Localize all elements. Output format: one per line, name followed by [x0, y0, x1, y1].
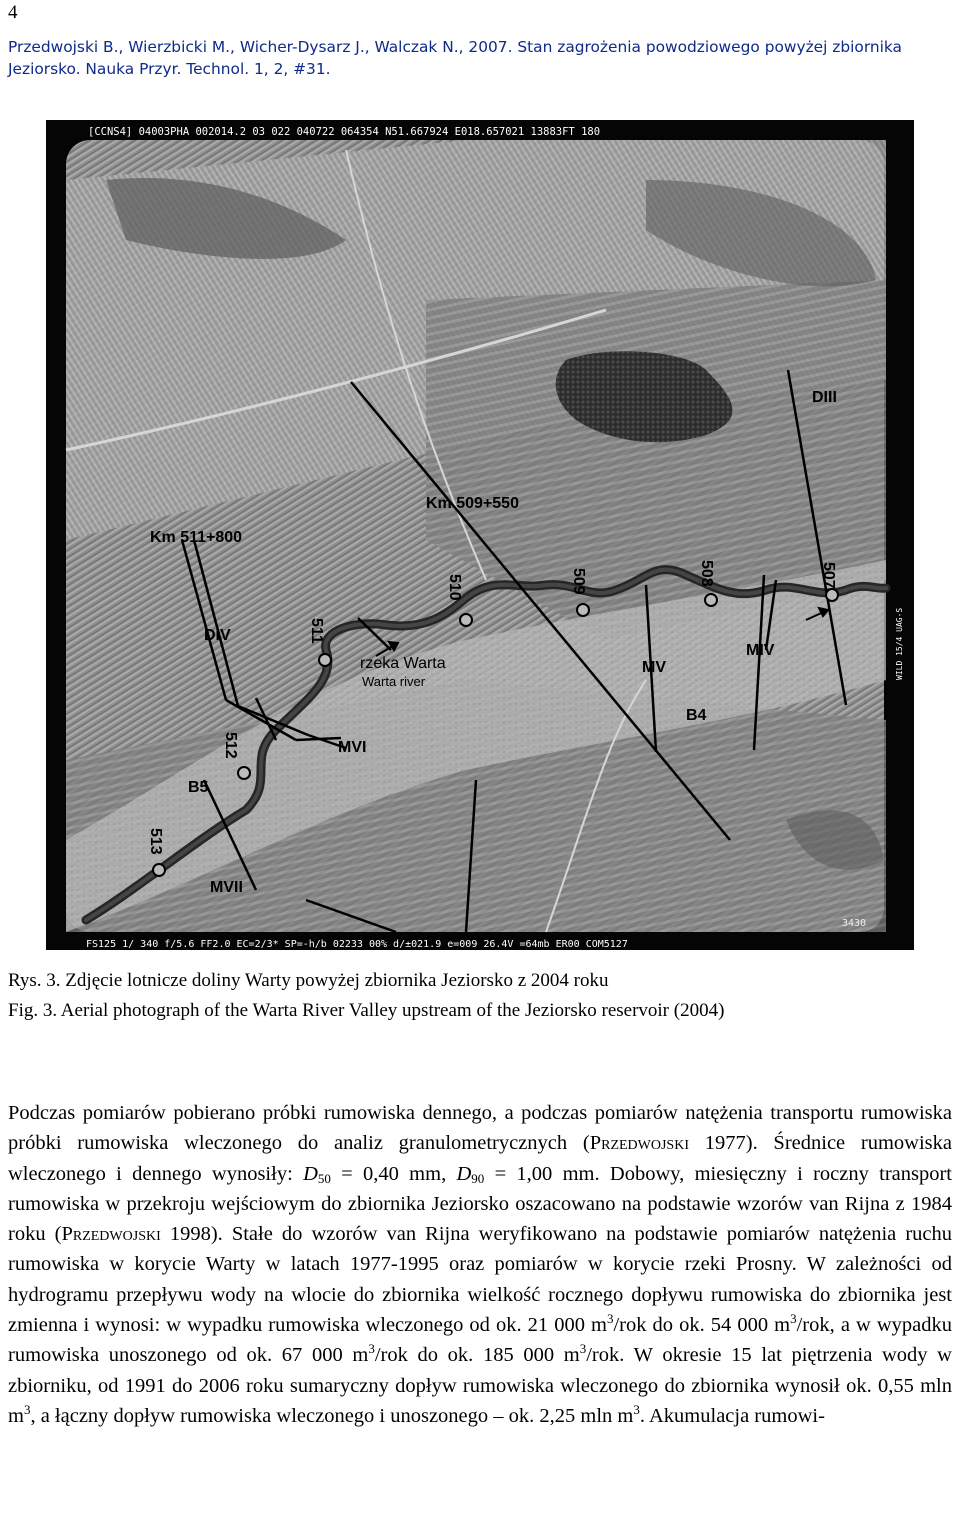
label-mvii: MVII	[210, 879, 243, 896]
label-km-509: 509	[570, 568, 587, 595]
km-marker-510	[460, 614, 472, 626]
km-marker-513	[153, 864, 165, 876]
label-river-pl: rzeka Warta	[360, 655, 446, 672]
body-paragraph: Podczas pomiarów pobierano próbki rumowiska dennego, a podczas pomiarów natężenia transportu rumowiska próbki rumowiska wleczonego do analiz granulometrycznych (Przedwojski 1977). Średnice rumowiska wleczonego i dennego wynosiły: $D_{50} = 0,40$ mm, $D_{90} = 1,00$ mm. Dobowy, miesięczny i roczny transport rumowiska w przekroju wejściowym do zbiornika Jeziorsko oszacowano na podstawie wzorów van Rijna z 1984 roku (Przedwojski 1998). Stałe do wzorów van Rijna weryfikowano na podstawie pomiarów natężenia ruchu rumowiska w korycie Warty w latach 1977-1995 oraz pomiarów w korycie rzeki Prosny. W zależności od hydrogramu przepływu wody na wlocie do zbiornika wielkość rocznego dopływu rumowiska do zbiornika jest zmienna i wynosi: w wypadku rumowiska wleczonego od ok. 21 000 $m^3$/rok do ok. 54 000 $m^3$/rok, a w wypadku rumowiska unoszonego od ok. 67 000 $m^3$/rok do ok. 185 000 $m^3$/rok. W okresie 15 lat piętrzenia wody w zbiorniku, od 1991 do 2006 roku sumaryczny dopływ rumowiska wleczonego do zbiornika wynosił ok. 0,55 mln $m^3$, a łączny dopływ rumowiska wleczonego i unoszonego – ok. 2,25 mln $m^3$. Akumulacja rumowi-	[8, 1102, 953, 1427]
label-km-511: 511	[308, 618, 325, 644]
km-marker-508	[705, 594, 717, 606]
label-km-509: Km 509+550	[426, 495, 519, 512]
km-marker-511	[319, 654, 331, 666]
label-km-511: Km 511+800	[150, 529, 243, 546]
author-citation: Przedwojski	[61, 1223, 161, 1246]
label-b4: B4	[686, 707, 707, 724]
km-marker-509	[577, 604, 589, 616]
figure-caption-english: Fig. 3. Aerial photograph of the Warta River Valley upstream of the Jeziorsko reservoir (2004)	[8, 1000, 725, 1021]
label-mvi: MVI	[338, 739, 367, 756]
page-number: 4	[8, 2, 18, 23]
km-marker-512	[238, 767, 250, 779]
label-km-507: 507	[820, 562, 837, 589]
label-km-512: 512	[222, 732, 239, 759]
photo-data-strip-side: WILD 15/4 UAG-S	[895, 607, 904, 680]
photo-data-strip-bottom: FS125 1/ 340 f/5.6 FF2.0 EC=2/3* SP=-h/b 02233 00% d/±021.9 e=009 26.4V =64mb ER00 COM5127	[86, 939, 628, 950]
label-km-513: 513	[147, 828, 164, 855]
label-diii: DIII	[812, 389, 837, 406]
article-citation-header: Przedwojski B., Wierzbicki M., Wicher-Dysarz J., Walczak N., 2007. Stan zagrożenia powodziowego powyżej zbiornika Jeziorsko. Nauka Przyr. Technol. 1, 2, #31.	[8, 38, 902, 78]
frame-id: 3430	[842, 918, 867, 929]
aerial-photograph	[46, 120, 914, 950]
label-b5: B5	[188, 779, 209, 796]
figure-caption-polish: Rys. 3. Zdjęcie lotnicze doliny Warty powyżej zbiornika Jeziorsko z 2004 roku	[8, 970, 609, 991]
label-km-508: 508	[698, 560, 715, 587]
author-citation: Przedwojski	[589, 1132, 689, 1155]
photo-data-strip-top: [CCNS4] 04003PHA 002014.2 03 022 040722 064354 N51.667924 E018.657021 13883FT 180	[88, 126, 601, 138]
label-div: DIV	[204, 627, 231, 644]
label-miv: MIV	[746, 642, 775, 659]
label-river-en: Warta river	[362, 674, 426, 689]
label-km-510: 510	[446, 574, 463, 601]
label-mv: MV	[642, 659, 666, 676]
km-marker-507	[826, 589, 838, 601]
